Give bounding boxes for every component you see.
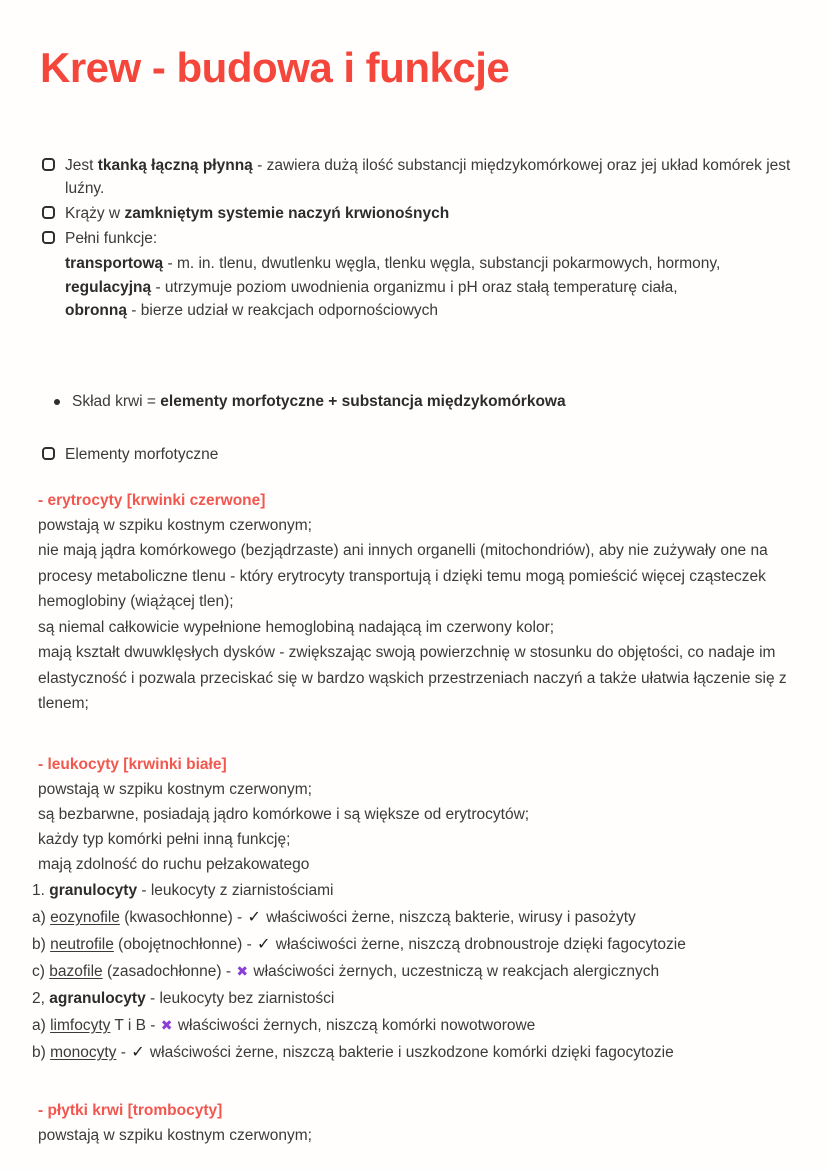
label-bold: tkanką łączną płynną (97, 157, 253, 175)
group-number: 1. (32, 881, 50, 899)
section-line: są niemal całkowicie wypełnione hemoglobiną nadającą im czerwony kolor; (38, 618, 555, 636)
item-after: właściwości żerne, niszczą drobnoustroje dzięki fagocytozie (271, 935, 686, 953)
check-mark-icon: ✓ (247, 908, 261, 926)
checkbox-label (65, 227, 157, 250)
item-after: właściwości żerne, niszczą bakterie i uszkodzone komórki dzięki fagocytozie (145, 1043, 674, 1061)
check-row[interactable] (42, 154, 796, 200)
group-desc: - leukocyty bez ziarnistości (145, 989, 335, 1007)
section-line: mają kształt dwuwklęsłych dysków - zwiększając swoją powierzchnię w stosunku do objętości, co nadaje im elastyczność i pozwala przeciskać się w bardzo wąskich przestrzeniach naczyń a także ułatwia łączenie się z tlenem; (38, 644, 787, 713)
checkbox-icon[interactable] (42, 447, 55, 460)
function-desc: - utrzymuje poziom uwodnienia organizmu i pH oraz stałą temperaturę ciała, (151, 278, 678, 296)
leukocyte-item (32, 1012, 796, 1039)
section-line: powstają w szpiku kostnym czerwonym; (38, 516, 312, 534)
label-pre: Pełni funkcje: (65, 230, 158, 248)
checkbox-label (65, 202, 449, 225)
function-name: regulacyjną (65, 278, 152, 296)
label-pre: Krąży w (65, 205, 125, 223)
section-leukocyty (32, 753, 796, 877)
section-line: powstają w szpiku kostnym czerwonym; (38, 780, 312, 798)
section-heading-erytrocyty: - erytrocyty [krwinki czerwone] (38, 491, 266, 509)
composition-text (72, 391, 566, 413)
function-line (65, 299, 785, 323)
checkbox-icon[interactable] (42, 158, 55, 171)
function-line (65, 276, 785, 300)
item-mid: (kwasochłonne) - (119, 908, 247, 926)
composition-prefix: Skład krwi = (72, 392, 161, 410)
check-row[interactable] (42, 202, 796, 225)
check-row[interactable] (42, 227, 796, 250)
item-marker: a) (32, 908, 51, 926)
function-desc: - m. in. tlenu, dwutlenku węgla, tlenku węgla, substancji pokarmowych, hormony, (163, 255, 721, 273)
group-number: 2, (32, 989, 50, 1007)
function-desc: - bierze udział w reakcjach odpornościowych (127, 302, 439, 320)
item-after: właściwości żernych, niszczą komórki nowotworowe (173, 1016, 536, 1034)
function-name: transportową (65, 255, 164, 273)
check-row-morphotic[interactable] (42, 443, 796, 466)
group-desc: - leukocyty z ziarnistościami (137, 881, 334, 899)
intro-checklist (32, 154, 796, 250)
check-mark-icon: ✓ (257, 935, 271, 953)
leukocyte-item (32, 1039, 796, 1066)
item-term: neutrofile (50, 935, 114, 953)
group-name: granulocyty (49, 881, 138, 899)
functions-sublist (32, 252, 796, 323)
section-trombocyty (32, 1099, 796, 1149)
checkbox-label (65, 154, 796, 200)
morphotic-checklist (32, 443, 796, 466)
label-pre: Jest (65, 157, 98, 175)
section-erytrocyty (32, 489, 796, 717)
cross-mark-icon: ✖ (160, 1016, 173, 1033)
cross-mark-icon: ✖ (236, 962, 249, 979)
item-term: limfocyty (50, 1016, 111, 1034)
section-line: mają zdolność do ruchu pełzakowatego (38, 855, 310, 873)
page-title: Krew - budowa i funkcje (40, 44, 510, 91)
leukocyte-item (32, 958, 796, 985)
leukocyte-item (32, 931, 796, 958)
section-line: nie mają jądra komórkowego (bezjądrzaste) ani innych organelli (mitochondriów), aby nie zużywały one na procesy metaboliczne tlenu - który erytrocyty transportują i dzięki temu mogą pomieścić więcej cząsteczek hemoglobiny (wiążącej tlen); (38, 542, 768, 611)
checkbox-icon[interactable] (42, 206, 55, 219)
checkbox-label: Elementy morfotyczne (65, 445, 219, 463)
section-line: powstają w szpiku kostnym czerwonym; (38, 1126, 312, 1144)
item-term: eozynofile (50, 908, 120, 926)
composition-bullet-row (32, 391, 796, 413)
bullet-dot-icon (54, 399, 60, 405)
item-mid: (obojętnochłonne) - (113, 935, 257, 953)
label-bold: zamkniętym systemie naczyń krwionośnych (124, 205, 450, 223)
leukocyte-group-heading (32, 985, 796, 1012)
item-after: właściwości żernych, uczestniczą w reakcjach alergicznych (249, 962, 660, 980)
item-mid: (zasadochłonne) - (102, 962, 236, 980)
group-name: agranulocyty (49, 989, 146, 1007)
item-marker: b) (32, 1043, 51, 1061)
item-marker: b) (32, 935, 51, 953)
leukocyte-item (32, 904, 796, 931)
leukocyte-groups (32, 877, 796, 1066)
item-term: monocyty (50, 1043, 117, 1061)
composition-bold: elementy morfotyczne + substancja międzykomórkowa (160, 392, 566, 410)
item-term: bazofile (49, 962, 103, 980)
checkbox-icon[interactable] (42, 231, 55, 244)
section-heading-trombocyty: - płytki krwi [trombocyty] (38, 1101, 223, 1119)
function-line (65, 252, 785, 276)
check-mark-icon: ✓ (131, 1043, 145, 1061)
section-line: każdy typ komórki pełni inną funkcję; (38, 830, 291, 848)
item-marker: a) (32, 1016, 51, 1034)
item-marker: c) (32, 962, 50, 980)
item-after: właściwości żerne, niszczą bakterie, wirusy i pasożyty (261, 908, 636, 926)
function-name: obronną (65, 302, 127, 320)
leukocyte-group-heading (32, 877, 796, 904)
section-heading-leukocyty: - leukocyty [krwinki białe] (38, 755, 227, 773)
item-mid: T i B - (110, 1016, 160, 1034)
label-post: - zawiera dużą ilość substancji międzykomórkowej oraz jej układ komórek jest luźny. (65, 157, 791, 198)
section-line: są bezbarwne, posiadają jądro komórkowe i są większe od erytrocytów; (38, 805, 530, 823)
item-mid: - (116, 1043, 131, 1061)
